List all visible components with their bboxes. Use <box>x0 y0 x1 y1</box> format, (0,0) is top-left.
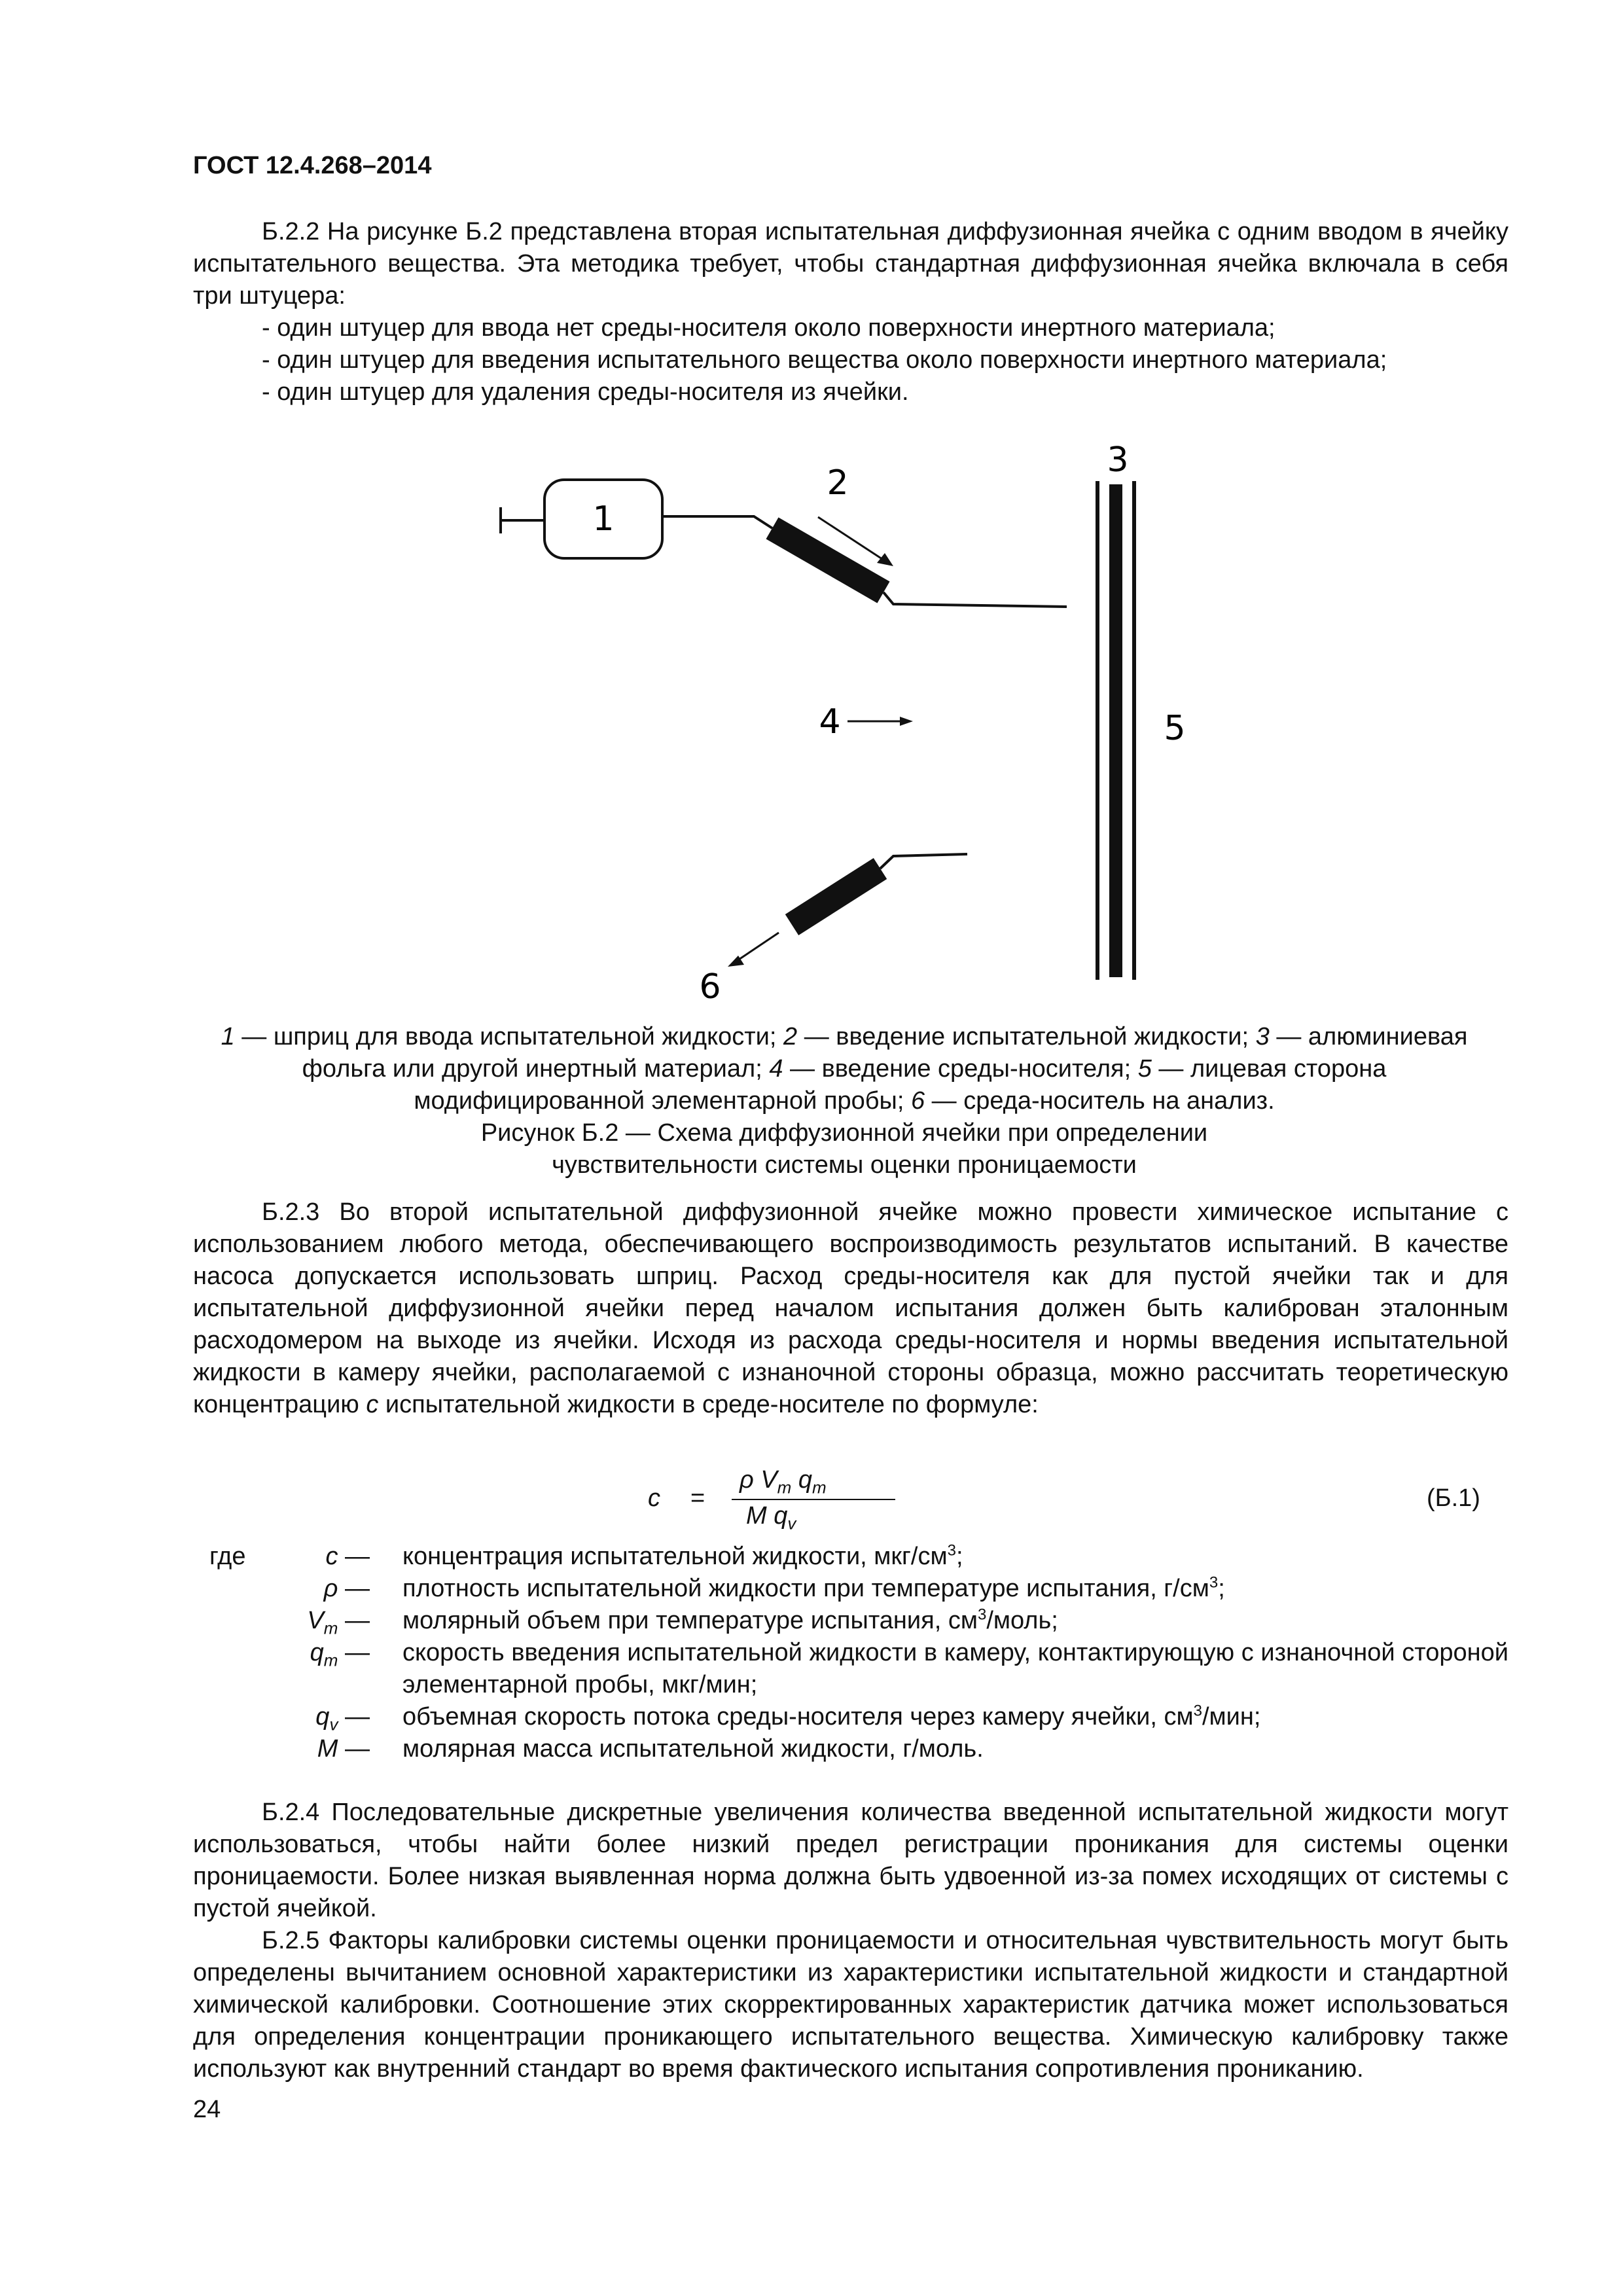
symbol-dash: — <box>338 1543 370 1570</box>
desc-sup: 3 <box>1209 1573 1219 1592</box>
where-description <box>402 1541 1508 1573</box>
desc-text: концентрация испытательной жидкости, мкг/см <box>402 1543 948 1570</box>
list-item: - один штуцер для введения испытательного вещества около поверхности инертного материала; <box>262 346 1387 374</box>
where-description <box>402 1605 1508 1637</box>
section-b24-b25 <box>193 1797 1508 2085</box>
symbol: M <box>317 1735 338 1763</box>
page-number: 24 <box>193 2096 221 2123</box>
text-run: Б.2.3 Во второй испытательной диффузионной ячейке можно провести химическое испытание с использованием любого метода, обеспечивающего воспроизводимость результатов испытаний. В качестве насоса допускается использовать шприц. Расход среды-носителя как для пустой ячейки так и для испытательной диффузионной ячейки перед началом испытания должен быть калиброван эталонным расходомером на выходе из ячейки. Исходя из расхода среды-носителя и нормы введения испытательной жидкости в камеру ячейки, располагаемой с изнаночной стороны образца, можно рассчитать теоретическую концентрацию <box>193 1198 1508 1418</box>
where-description <box>402 1733 1508 1765</box>
variable-c: c <box>366 1391 379 1418</box>
outlet-tube <box>880 854 967 869</box>
legend-text: — введение испытательной жидкости; <box>797 1023 1256 1050</box>
desc-text: плотность испытательной жидкости при температуре испытания, г/см <box>402 1575 1209 1602</box>
where-description <box>402 1701 1508 1733</box>
symbol-sub: m <box>323 1650 338 1670</box>
symbol: c <box>325 1543 338 1570</box>
symbol: V <box>307 1607 324 1634</box>
where-label: где <box>209 1543 246 1570</box>
where-symbol <box>325 1541 370 1573</box>
intro-block <box>193 216 1508 408</box>
legend-text: — шприц для ввода испытательной жидкости; <box>234 1023 784 1050</box>
where-symbol <box>324 1573 370 1605</box>
where-symbol <box>307 1605 370 1637</box>
symbol: q <box>310 1639 324 1666</box>
symbol: ρ <box>323 1575 338 1602</box>
desc-tail: /моль; <box>986 1607 1058 1634</box>
paragraph-b23 <box>193 1196 1508 1421</box>
desc-tail: /мин; <box>1202 1703 1261 1731</box>
num-part: ρ V <box>740 1466 777 1494</box>
legend-text: — алюминиевая фольга или другой инертный материал; <box>302 1023 1468 1083</box>
where-symbol <box>317 1733 370 1765</box>
num-part: q <box>791 1466 813 1494</box>
fraction-bar <box>732 1499 895 1500</box>
arrow-4-head <box>900 717 913 726</box>
label-2: 2 <box>827 463 849 503</box>
injection-tube <box>662 516 772 528</box>
legend-text: — среда-носитель на анализ. <box>925 1087 1275 1115</box>
symbol-dash: — <box>338 1735 370 1763</box>
num-sub: m <box>777 1477 792 1498</box>
diffusion-cell-diagram <box>484 435 1211 1011</box>
desc-text: скорость введения испытательной жидкости в камеру, контактирующую с изнаночной стороной элементарной пробы, мкг/мин; <box>402 1639 1508 1698</box>
formula-b1 <box>0 1466 1623 1538</box>
figure-title-line2: чувствительности системы оценки проницаемости <box>552 1151 1137 1179</box>
list-item: - один штуцер для удаления среды-носителя из ячейки. <box>262 378 909 406</box>
symbol-dash: — <box>338 1703 370 1731</box>
symbol-sub: v <box>329 1714 338 1734</box>
symbol-dash: — <box>338 1607 370 1634</box>
formula-equals: = <box>690 1484 705 1512</box>
legend-num: 5 <box>1137 1055 1152 1083</box>
desc-tail: ; <box>955 1543 963 1570</box>
num-sub: m <box>812 1477 827 1498</box>
label-4: 4 <box>819 702 841 742</box>
outlet-block <box>792 869 880 925</box>
desc-tail: ; <box>1218 1575 1225 1602</box>
paragraph-b22: Б.2.2 На рисунке Б.2 представлена вторая испытательная диффузионная ячейка с одним вводом в ячейку испытательного вещества. Эта методика требует, чтобы стандартная диффузионная ячейка включала в себя три штуцера: <box>193 218 1508 310</box>
legend-num: 3 <box>1255 1023 1270 1050</box>
legend-num: 2 <box>783 1023 798 1050</box>
where-description <box>402 1573 1508 1605</box>
arrow-2-head <box>877 553 893 566</box>
desc-text: молярный объем при температуре испытания, см <box>402 1607 978 1634</box>
desc-sup: 3 <box>977 1605 987 1624</box>
desc-sup: 3 <box>1193 1702 1202 1720</box>
paragraph-b24: Б.2.4 Последовательные дискретные увеличения количества введенной испытательной жидкости могут использоваться, чтобы найти более низкий предел регистрации проникания для системы оценки проницаемости. Более низкая выявленная норма должна быть удвоенной из-за помех исходящих от системы с пустой ячейкой. <box>193 1799 1508 1922</box>
label-6: 6 <box>699 967 721 1007</box>
formula-numerator <box>740 1466 827 1498</box>
figure-title: Рисунок Б.2 — Схема диффузионной ячейки при определении <box>480 1119 1208 1147</box>
legend-text: — лицевая сторона модифицированной элементарной пробы; <box>414 1055 1387 1115</box>
desc-sup: 3 <box>947 1541 956 1560</box>
formula-lhs: c <box>648 1484 660 1512</box>
figure-b2 <box>484 435 1211 1011</box>
symbol-dash: — <box>338 1639 370 1666</box>
list-item: - один штуцер для ввода нет среды-носителя около поверхности инертного материала; <box>262 314 1275 342</box>
symbol: q <box>315 1703 330 1731</box>
label-3: 3 <box>1107 440 1129 480</box>
formula-number: (Б.1) <box>1427 1484 1480 1512</box>
den-part: M q <box>746 1502 788 1530</box>
den-sub: v <box>787 1513 796 1534</box>
where-symbol <box>310 1637 370 1669</box>
label-5: 5 <box>1164 709 1186 748</box>
figure-caption <box>196 1021 1492 1181</box>
legend-num: 4 <box>769 1055 783 1083</box>
section-b23 <box>193 1196 1508 1421</box>
where-description <box>402 1637 1508 1701</box>
legend-num: 1 <box>221 1023 235 1050</box>
where-symbol <box>315 1701 370 1733</box>
symbol-dash: — <box>338 1575 370 1602</box>
legend-text: — введение среды-носителя; <box>783 1055 1138 1083</box>
figure-legend <box>196 1021 1492 1117</box>
formula-denominator <box>746 1502 796 1534</box>
desc-text: молярная масса испытательной жидкости, г/моль. <box>402 1735 984 1763</box>
document-header: ГОСТ 12.4.268–2014 <box>193 152 432 179</box>
legend-num: 6 <box>910 1087 925 1115</box>
paragraph-b25: Б.2.5 Факторы калибровки системы оценки проницаемости и относительная чувствительность могут быть определены вычитанием основной характеристики из характеристики испытательной жидкости и стандартной химической калибровки. Соотношение этих скорректированных характеристик датчика может использоваться для определения концентрации проникающего испытательного вещества. Химическую калибровку также используют как внутренний стандарт во время фактического испытания сопротивления прониканию. <box>193 1927 1508 2083</box>
injector-block <box>772 528 883 592</box>
text-run: испытательной жидкости в среде-носителе по формуле: <box>378 1391 1039 1418</box>
symbol-sub: m <box>323 1618 338 1638</box>
label-1: 1 <box>592 499 615 539</box>
injector-needle <box>883 592 1067 607</box>
desc-text: объемная скорость потока среды-носителя через камеру ячейки, см <box>402 1703 1194 1731</box>
